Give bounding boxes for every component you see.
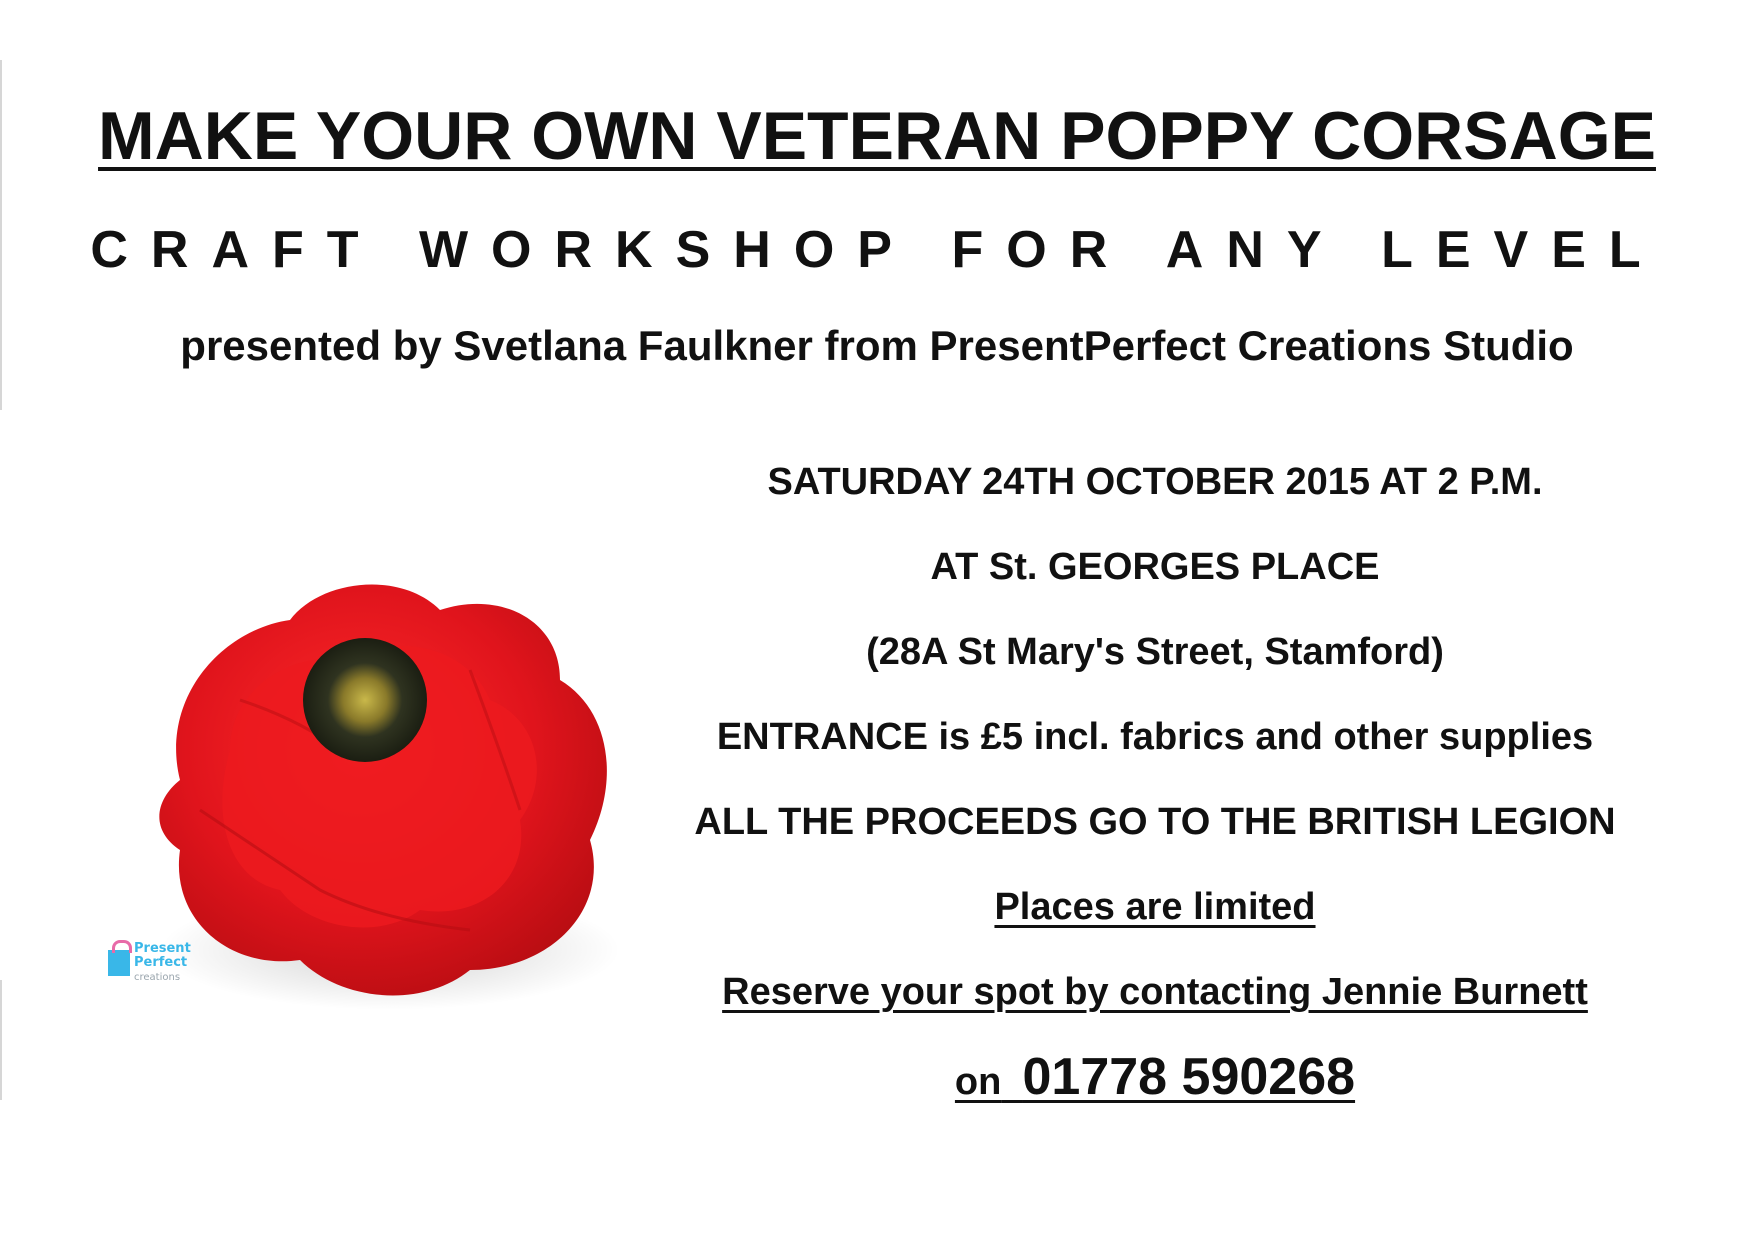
logo-line2: Perfect (134, 955, 188, 970)
flyer-subtitle: CRAFT WORKSHOP FOR ANY LEVEL (90, 221, 1664, 279)
presentperfect-logo (108, 938, 218, 994)
presenter-line: presented by Svetlana Faulkner from PresentPerfect Creations Studio (180, 322, 1574, 369)
phone-line (640, 1035, 1670, 1125)
date-time-line: SATURDAY 24TH OCTOBER 2015 AT 2 P.M. (767, 461, 1543, 503)
entrance-line: ENTRANCE is £5 incl. fabrics and other supplies (716, 716, 1594, 758)
flyer-title-text: MAKE YOUR OWN VETERAN POPPY CORSAGE (98, 98, 1656, 174)
gift-box-icon (108, 950, 130, 976)
reserve-text: Reserve your spot by contacting Jennie Burnett (722, 971, 1588, 1013)
places-notice-text: Places are limited (994, 886, 1316, 928)
phone-underlined (954, 1048, 1356, 1106)
proceeds-line: ALL THE PROCEEDS GO TO THE BRITISH LEGION (694, 801, 1616, 843)
event-details (640, 440, 1670, 1125)
gift-bow-icon (112, 940, 132, 953)
logo-sub: creations (134, 972, 181, 983)
poppy-center (303, 638, 427, 762)
flyer-title (0, 96, 1754, 176)
phone-number[interactable]: 01778 590268 (1022, 1048, 1356, 1106)
left-edge-line-bottom (0, 980, 2, 1100)
address-line: (28A St Mary's Street, Stamford) (866, 631, 1444, 673)
logo-line1: Present (134, 941, 191, 956)
places-notice-line (640, 865, 1670, 950)
reserve-line (640, 950, 1670, 1035)
logo-text (134, 942, 191, 970)
venue-line: AT St. GEORGES PLACE (930, 546, 1380, 588)
phone-prefix: on (954, 1061, 1002, 1103)
